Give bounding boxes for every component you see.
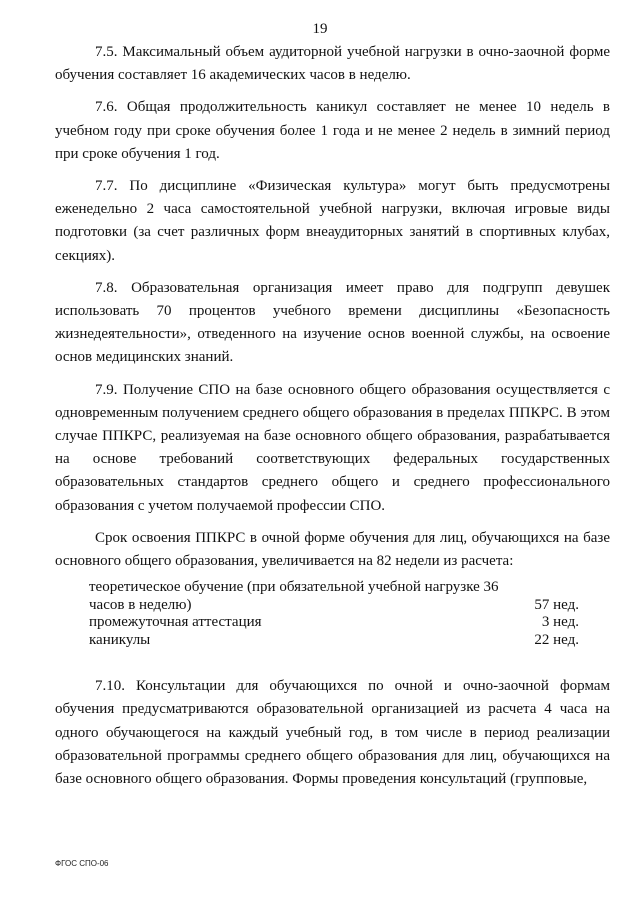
row-label: теоретическое обучение (при обязательной учебной нагрузке 36 [89, 579, 499, 596]
row-label: каникулы [89, 631, 151, 648]
study-duration-table [89, 579, 579, 649]
page-number: 19 [312, 21, 328, 37]
document-body [55, 41, 610, 800]
paragraph-7-5: 7.5. Максимальный объем аудиторной учебной нагрузки в очно-заочной форме обучения составляет 16 академических часов в неделю. [55, 44, 610, 84]
paragraph-7-10: 7.10. Консультации для обучающихся по очной и очно-заочной формам обучения предусматриваются образовательной организацией из расчета 4 часа на одного обучающегося на каждый учебный год, в том числе в период реализации образовательной программы среднего общего образования для лиц, обучающихся на базе основного общего образования. Формы проведения консультаций (групповые, [55, 678, 610, 788]
row-label: промежуточная аттестация [89, 614, 262, 631]
row-value: 57 нед. [534, 596, 579, 613]
paragraph-7-6: 7.6. Общая продолжительность каникул составляет не менее 10 недель в учебном году при сроке обучения более 1 года и не менее 2 недель в зимний период при сроке обучения 1 год. [55, 99, 610, 162]
paragraph-7-9-duration: Срок освоения ППКРС в очной форме обучения для лиц, обучающихся на базе основного общего образования, увеличивается на 82 недели из расчета: [55, 529, 610, 570]
paragraph-7-7: 7.7. По дисциплине «Физическая культура» могут быть предусмотрены еженедельно 2 часа самостоятельной учебной нагрузки, включая игровые виды подготовки (за счет различных форм внеаудиторных занятий в спортивных клубах, секциях). [55, 178, 610, 264]
row-value: 3 нед. [541, 614, 579, 631]
section-spacer [55, 649, 610, 675]
footer-label: ФГОС СПО-06 [55, 859, 109, 868]
row-value: 22 нед. [534, 631, 579, 648]
row-value [499, 579, 579, 597]
table-row [89, 632, 579, 650]
paragraph-7-8: 7.8. Образовательная организация имеет право для подгрупп девушек использовать 70 процентов учебного времени дисциплины «Безопасность жизнедеятельности», отведенного на изучение основ военной службы, на освоение основ медицинских знаний. [55, 279, 610, 366]
table-row [89, 579, 579, 597]
paragraph-7-9: 7.9. Получение СПО на базе основного общего образования осуществляется с одновременным получением среднего общего образования в пределах ППКРС. В этом случае ППКРС, реализуемая на базе основного общего образования, разрабатывается на основе требований соответствующих федеральных государственных образовательных стандартов среднего общего и среднего профессионального образования с учетом получаемой профессии СПО. [55, 381, 610, 514]
table-row [89, 614, 579, 632]
row-label: часов в неделю) [89, 596, 192, 613]
table-row [89, 597, 579, 615]
